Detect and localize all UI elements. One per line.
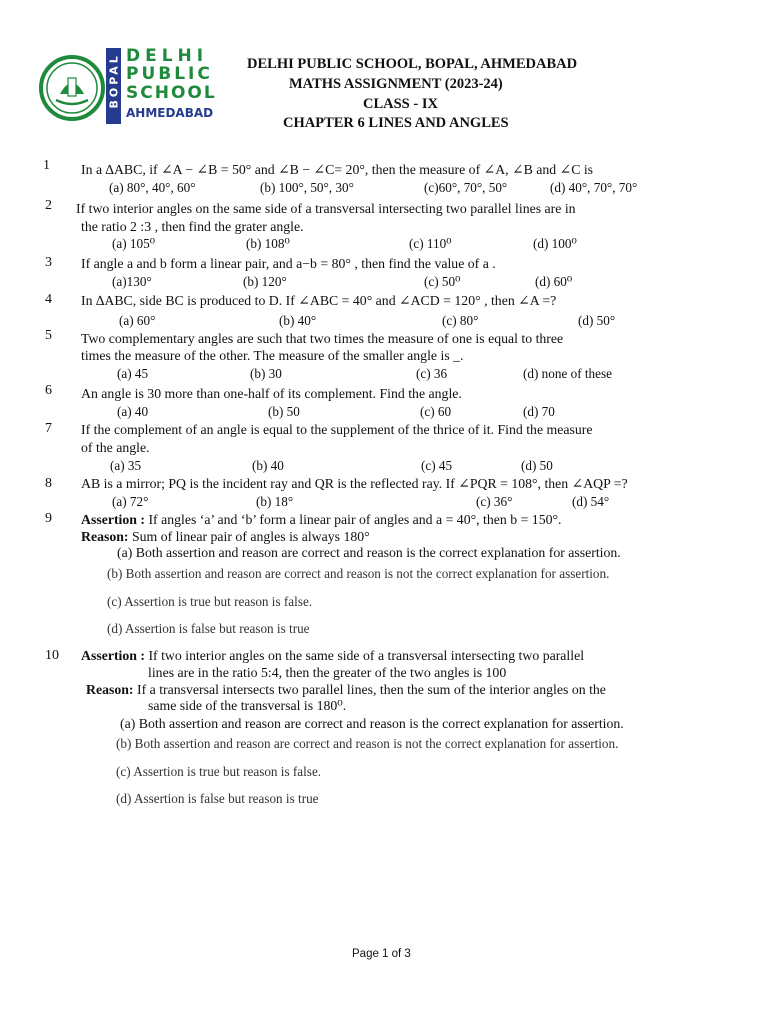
reason-line	[86, 682, 606, 698]
question-text: the ratio 2 :3 , then find the grater angle.	[81, 219, 304, 234]
option-a: (a) 80°, 40°, 60°	[109, 180, 196, 195]
option-d: (d) 100⁰	[533, 236, 577, 251]
question-number: 3	[45, 255, 52, 270]
option-a: (a) Both assertion and reason are correct and reason is the correct explanation for assertion.	[120, 716, 624, 731]
option-a: (a) 45	[117, 366, 149, 381]
question-number: 9	[45, 511, 52, 526]
question-number: 2	[45, 198, 52, 213]
question-number: 8	[45, 476, 52, 491]
option-b: (b) 30	[250, 366, 282, 381]
school-emblem-icon	[38, 54, 106, 122]
option-d: (d) Assertion is false but reason is true	[116, 791, 319, 806]
option-b: (b) 50	[268, 404, 300, 419]
option-d: (d) 40°, 70°, 70°	[550, 180, 638, 195]
reason-continuation: same side of the transversal is 180⁰.	[148, 698, 347, 713]
option-a: (a)130°	[112, 274, 152, 289]
option-d: (d) 70	[523, 404, 555, 419]
question-text: of the angle.	[81, 440, 150, 455]
option-b: (b) 40°	[279, 313, 317, 328]
assertion-text: If angles ‘a’ and ‘b’ form a linear pair of angles and a = 40°, then b = 150°.	[145, 512, 562, 527]
question-text: AB is a mirror; PQ is the incident ray and QR is the reflected ray. If ∠PQR = 108°, then ∠AQP =?	[81, 476, 628, 491]
assertion-label: Assertion :	[81, 648, 145, 663]
question-text: In ∆ABC, side BC is produced to D. If ∠ABC = 40° and ∠ACD = 120° , then ∠A =?	[81, 293, 557, 308]
assertion-label: Assertion :	[81, 512, 145, 527]
option-c: (c) 36	[416, 366, 448, 381]
option-c: (c) 110⁰	[409, 236, 452, 251]
option-d: (d) 50°	[578, 313, 616, 328]
school-logo	[38, 46, 218, 126]
logo-line-school: SCHOOL	[126, 83, 217, 103]
assertion-text: If two interior angles on the same side of a transversal intersecting two parallel	[145, 648, 585, 663]
option-c: (c) Assertion is true but reason is false.	[116, 764, 322, 779]
question-number: 10	[45, 648, 59, 663]
assertion-line	[81, 648, 584, 664]
question-number: 4	[45, 292, 52, 307]
question-text: If angle a and b form a linear pair, and a−b = 80° , then find the value of a .	[81, 256, 496, 271]
option-b: (b) 18°	[256, 494, 294, 509]
option-d: (d) none of these	[523, 366, 612, 381]
reason-label: Reason:	[81, 529, 129, 544]
option-c: (c) 80°	[442, 313, 479, 328]
option-b: (b) 108⁰	[246, 236, 290, 251]
reason-label: Reason:	[86, 682, 134, 697]
chapter-title: CHAPTER 6 LINES AND ANGLES	[283, 115, 509, 131]
option-d: (d) Assertion is false but reason is true	[107, 621, 310, 636]
option-b: (b) 120°	[243, 274, 287, 289]
option-b: (b) Both assertion and reason are correct and reason is not the correct explanation for assertion.	[107, 566, 610, 581]
school-title: DELHI PUBLIC SCHOOL, BOPAL, AHMEDABAD	[247, 56, 578, 72]
question-text: times the measure of the other. The measure of the smaller angle is _.	[81, 348, 464, 363]
option-b: (b) Both assertion and reason are correct and reason is not the correct explanation for assertion.	[116, 736, 619, 751]
logo-line-public: PUBLIC	[126, 64, 213, 84]
question-text: If two interior angles on the same side of a transversal intersecting two parallel lines are in	[76, 201, 576, 216]
class-title: CLASS - IX	[363, 96, 438, 112]
option-a: (a) 105⁰	[112, 236, 156, 251]
option-c: (c) 60	[420, 404, 452, 419]
option-c: (c) 50⁰	[424, 274, 461, 289]
reason-text: If a transversal intersects two parallel lines, then the sum of the interior angles on the	[133, 682, 606, 697]
question-number: 7	[45, 421, 52, 436]
option-a: (a) 40	[117, 404, 149, 419]
question-text: If the complement of an angle is equal to the supplement of the thrice of it. Find the measure	[81, 422, 593, 437]
option-d: (d) 50	[521, 458, 553, 473]
question-text: Two complementary angles are such that two times the measure of one is equal to three	[81, 331, 564, 346]
assignment-title: MATHS ASSIGNMENT (2023-24)	[289, 76, 503, 92]
question-number: 1	[43, 158, 50, 173]
option-a: (a) 72°	[112, 494, 149, 509]
question-number: 5	[45, 328, 52, 343]
option-b: (b) 40	[252, 458, 284, 473]
question-number: 6	[45, 383, 52, 398]
page-number: Page 1 of 3	[352, 948, 411, 960]
logo-vertical-text: BOPAL	[107, 53, 121, 109]
option-a: (a) Both assertion and reason are correct and reason is the correct explanation for assertion.	[117, 545, 621, 560]
option-a: (a) 60°	[119, 313, 156, 328]
question-text: An angle is 30 more than one-half of its complement. Find the angle.	[81, 386, 462, 401]
question-text: In a ∆ABC, if ∠A − ∠B = 50° and ∠B − ∠C= 20°, then the measure of ∠A, ∠B and ∠C is	[81, 162, 594, 177]
reason-line	[81, 529, 370, 545]
assertion-line	[81, 512, 561, 528]
logo-line-ahmedabad: AHMEDABAD	[126, 106, 214, 120]
option-c: (c)60°, 70°, 50°	[424, 180, 508, 195]
option-a: (a) 35	[110, 458, 142, 473]
option-c: (c) 45	[421, 458, 453, 473]
option-d: (d) 60⁰	[535, 274, 573, 289]
option-b: (b) 100°, 50°, 30°	[260, 180, 354, 195]
option-c: (c) Assertion is true but reason is false.	[107, 594, 313, 609]
logo-line-delhi: DELHI	[126, 46, 209, 66]
option-c: (c) 36°	[476, 494, 513, 509]
option-d: (d) 54°	[572, 494, 610, 509]
reason-text: Sum of linear pair of angles is always 180°	[128, 529, 370, 544]
assertion-continuation: lines are in the ratio 5:4, then the greater of the two angles is 100	[148, 665, 507, 680]
